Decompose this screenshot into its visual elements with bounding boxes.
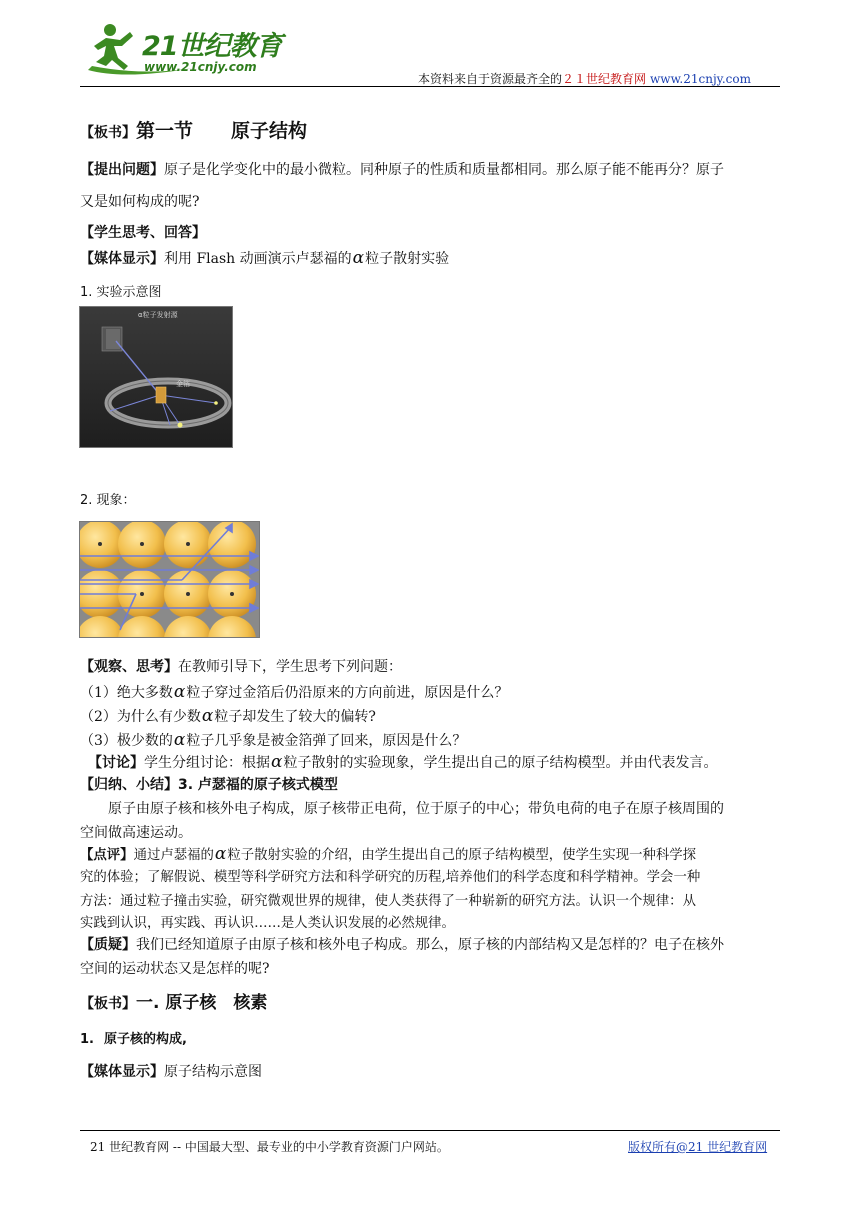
comment-line-3: 方法：通过粒子撞击实验，研究微观世界的规律，使人类获得了一种崭新的研究方法。认识一个规律：从 (80, 894, 696, 909)
summary-body-1: 原子由原子核和核外电子构成，原子核带正电荷，位于原子的中心；带负电荷的电子在原子核周围的 (108, 801, 724, 817)
comment-before: 通过卢瑟福的 (133, 848, 214, 863)
summary-title: 3. 卢瑟福的原子核式模型 (178, 777, 338, 793)
doubt-line-2: 空间的运动状态又是怎样的呢? (80, 961, 270, 977)
q3-suffix: 粒子几乎象是被金箔弹了回来，原因是什么？ (186, 733, 467, 749)
logo-url: www.21cnjy.com (144, 60, 257, 74)
doubt-line-1 (80, 934, 724, 954)
section2-title (80, 988, 267, 1013)
section2-heading: 一. 原子核 核素 (136, 993, 268, 1013)
media-display-1 (80, 248, 449, 268)
item1-text: 原子核的构成, (103, 1032, 187, 1047)
comment-line-2: 究的体验；了解假说、模型等科学研究方法和科学研究的历程,培养他们的科学态度和科学精神。学会一种 (80, 870, 701, 885)
q1-suffix: 粒子穿过金箔后仍沿原来的方向前进，原因是什么？ (186, 685, 509, 701)
tagline-brand: ２１世纪教育网 (562, 72, 647, 86)
discuss-text-after: 粒子散射的实验现象，学生提出自己的原子结构模型。并由代表发言。 (283, 755, 718, 771)
media-tag-2: 【媒体显示】 (80, 1064, 164, 1080)
comment-line-1 (80, 844, 696, 864)
section-heading: 第一节 原子结构 (136, 120, 308, 142)
question-item-2 (80, 706, 376, 726)
question-text-1: 原子是化学变化中的最小微粒。同种原子的性质和质量都相同。那么原子能不能再分？原子 (164, 162, 724, 178)
discuss-text-before: 学生分组讨论：根据 (144, 755, 270, 771)
alpha-symbol: α (173, 682, 186, 702)
q3-prefix: （3）极少数的 (80, 733, 173, 749)
student-think: 【学生思考、回答】 (80, 225, 206, 241)
question-item-3 (80, 730, 466, 750)
gold-foil-label: 金箔 (176, 380, 190, 388)
question-item-1 (80, 682, 508, 702)
media-text-before: 利用 Flash 动画演示卢瑟福的 (164, 251, 352, 267)
tagline-prefix: 本资料来自于资源最齐全的 (418, 72, 563, 86)
alpha-symbol: α (201, 706, 214, 726)
observe-tag: 【观察、思考】 (80, 659, 178, 675)
question-line-1 (80, 159, 724, 179)
site-logo[interactable] (84, 18, 294, 84)
discuss-line (88, 752, 717, 772)
q2-suffix: 粒子却发生了较大的偏转? (214, 709, 376, 725)
alpha-source-label: α粒子发射源 (138, 311, 178, 319)
footer-left: 21 世纪教育网 -- 中国最大型、最专业的中小学教育资源门户网站。 (90, 1140, 449, 1154)
question-tag: 【提出问题】 (80, 162, 164, 178)
logo-title: 21世纪教育 (142, 31, 282, 62)
doubt-text-1: 我们已经知道原子由原子核和核外电子构成。那么，原子核的内部结构又是怎样的？电子在核外 (136, 937, 724, 953)
alpha-symbol: α (271, 752, 283, 772)
comment-tag: 【点评】 (80, 847, 134, 863)
copyright-link[interactable]: 版权所有@21 世纪教育网 (628, 1140, 768, 1154)
section-title (80, 116, 307, 143)
media-text-after: 粒子散射实验 (365, 251, 450, 267)
item1-number: 1. (80, 1032, 94, 1047)
summary-line (80, 774, 338, 794)
observe-line (80, 656, 402, 676)
question-line-2: 又是如何构成的呢? (80, 194, 200, 210)
section2-tag: 【板书】 (80, 996, 136, 1012)
media-tag-1: 【媒体显示】 (80, 251, 164, 267)
media-display-2 (80, 1061, 262, 1081)
section-tag: 【板书】 (80, 125, 136, 141)
media2-text: 原子结构示意图 (164, 1064, 262, 1080)
figure1-label: 1. 实验示意图 (80, 285, 162, 300)
tagline-url[interactable]: www.21cnjy.com (650, 72, 751, 86)
discuss-tag: 【讨论】 (88, 755, 144, 771)
summary-body-2: 空间做高速运动。 (80, 825, 192, 841)
phenomenon-diagram (79, 521, 260, 638)
figure2-label: 2. 现象： (80, 493, 136, 508)
header-divider (80, 86, 780, 87)
experiment-diagram (79, 306, 233, 448)
q1-prefix: （1）绝大多数 (80, 685, 173, 701)
footer-divider (80, 1130, 780, 1131)
q2-prefix: （2）为什么有少数 (80, 709, 201, 725)
header-tagline (418, 70, 751, 87)
alpha-symbol: α (352, 248, 365, 268)
item1-line (80, 1028, 187, 1047)
observe-text: 在教师引导下，学生思考下列问题： (178, 659, 402, 675)
alpha-symbol: α (214, 844, 227, 864)
doubt-tag: 【质疑】 (80, 937, 136, 953)
alpha-symbol: α (173, 730, 186, 750)
scattering-apparatus-image (80, 307, 232, 447)
gold-atoms-scattering-image (80, 522, 259, 637)
comment-after: 粒子散射实验的介绍，由学生提出自己的原子结构模型，使学生实现一种科学探 (227, 848, 697, 863)
comment-line-4: 实践到认识，再实践、再认识……是人类认识发展的必然规律。 (80, 916, 455, 931)
summary-tag: 【归纳、小结】 (80, 777, 178, 793)
